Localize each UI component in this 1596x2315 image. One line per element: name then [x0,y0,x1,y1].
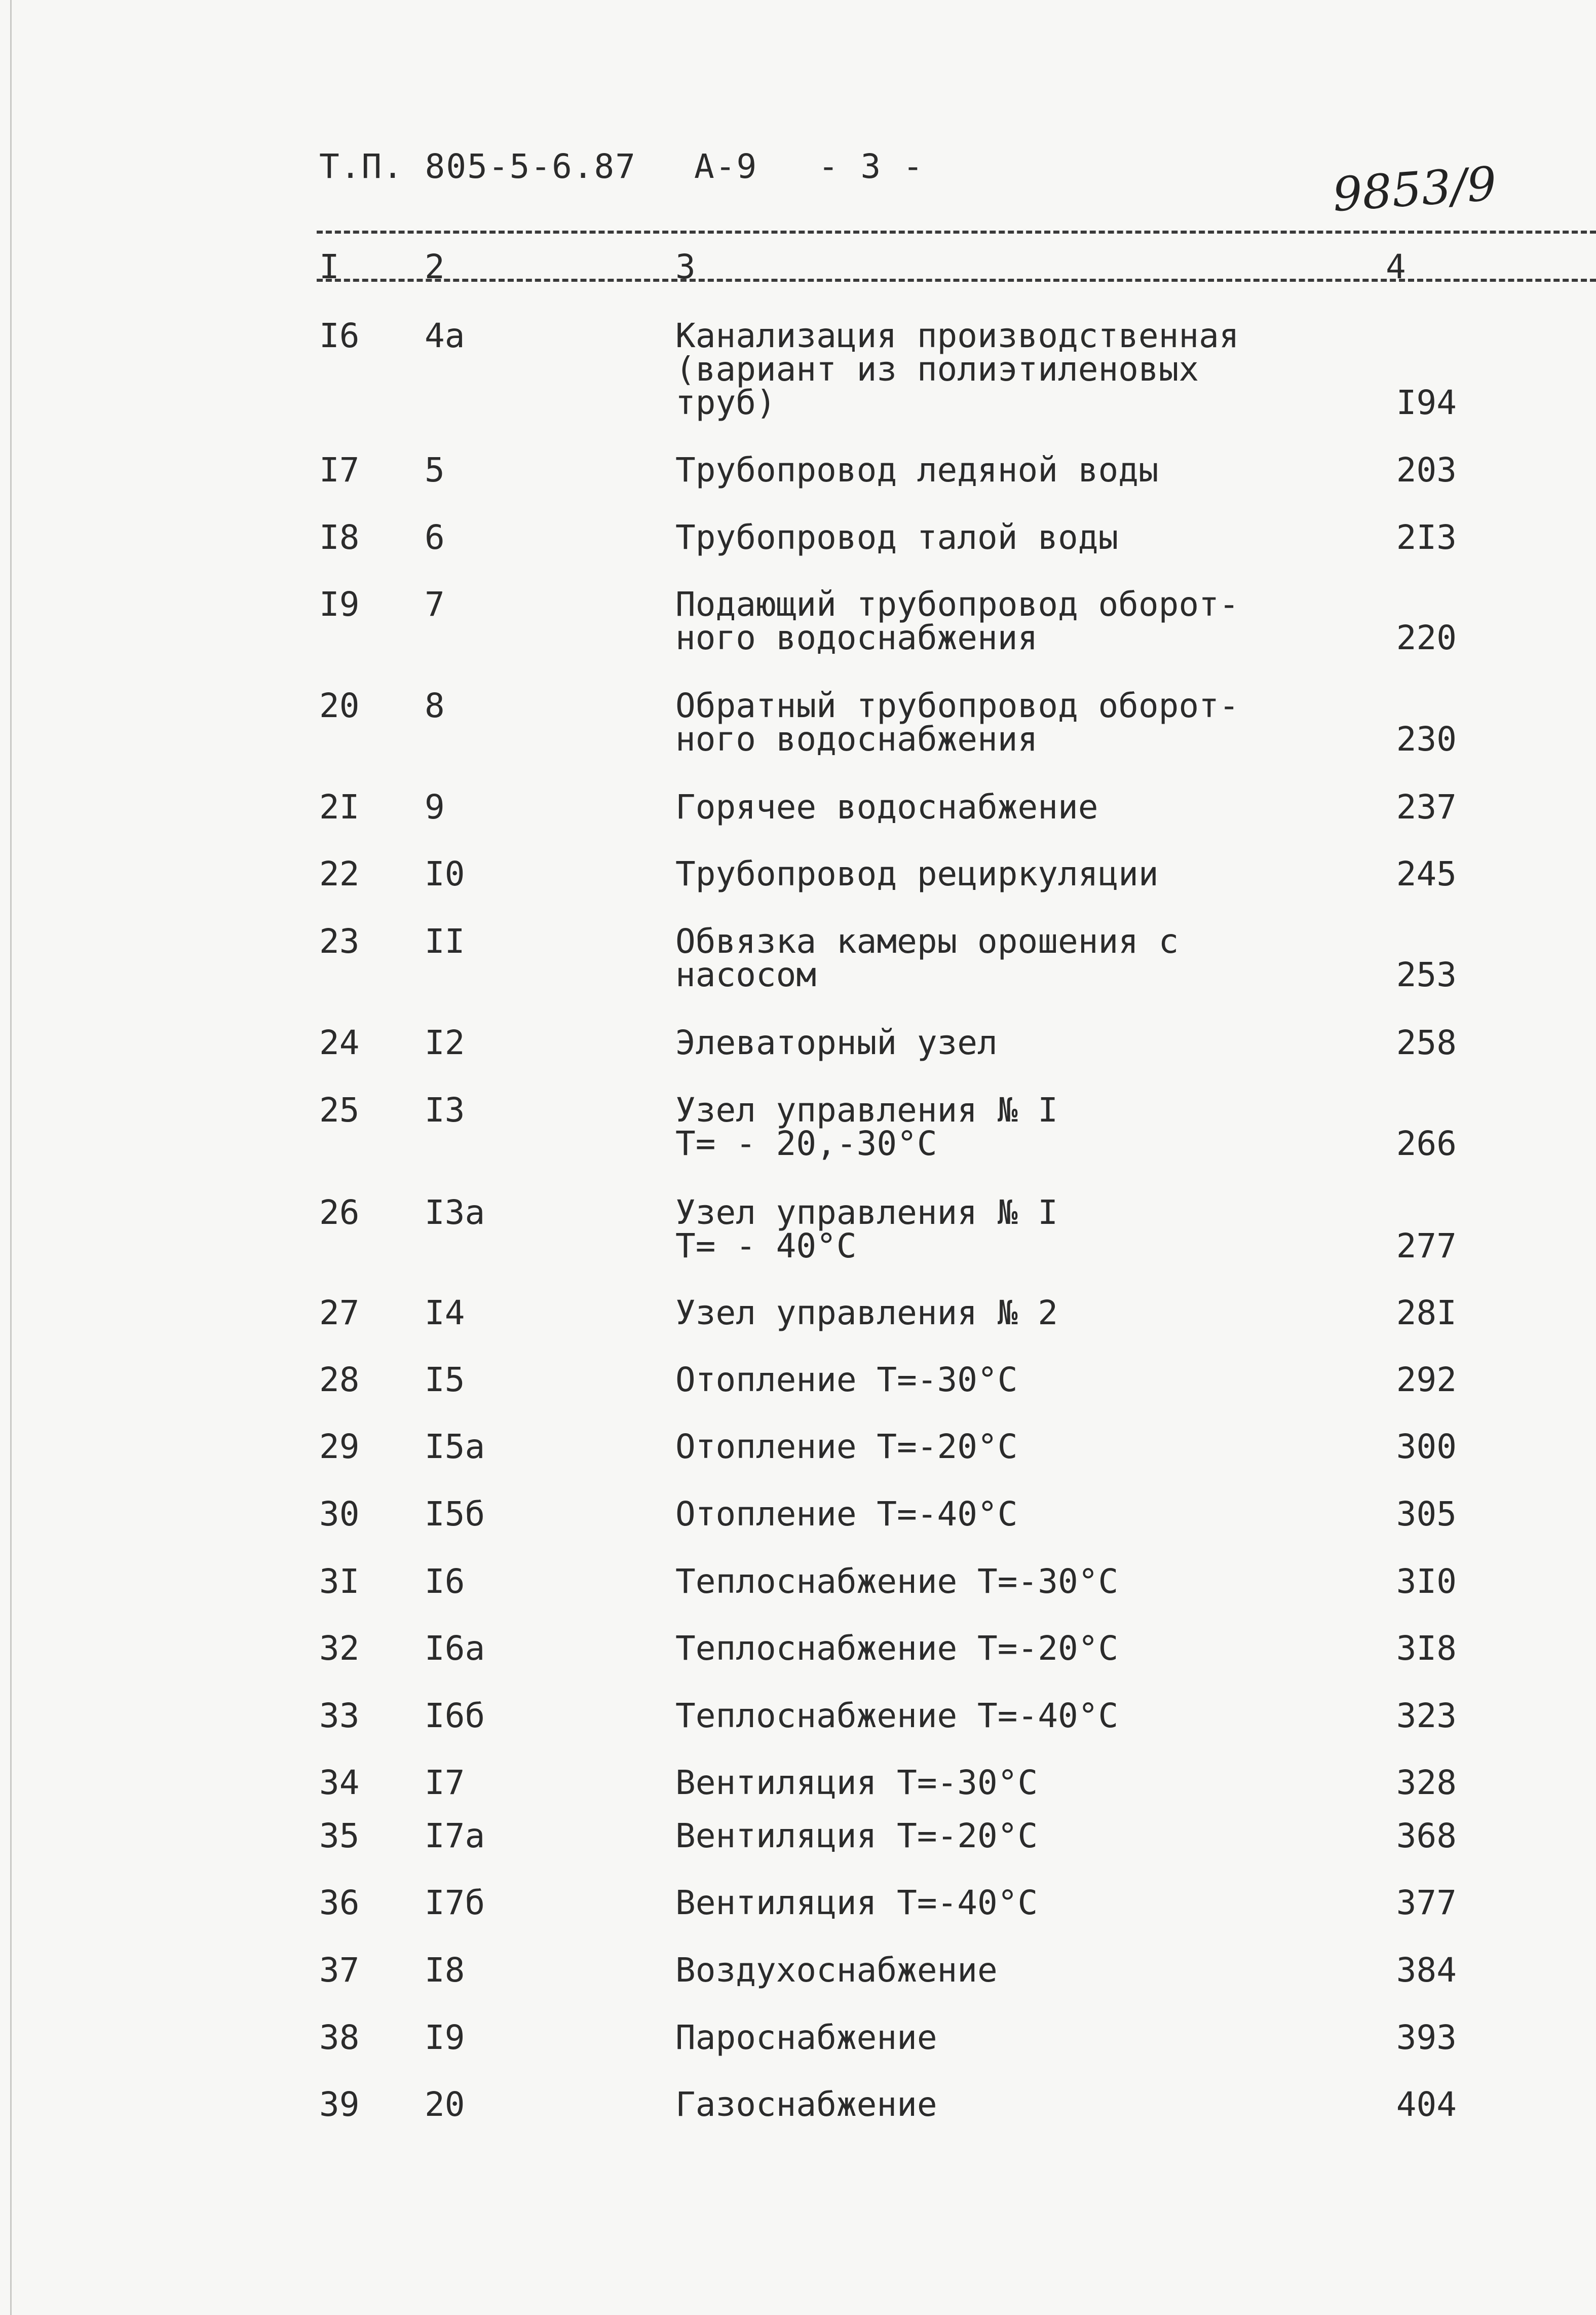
section-title: Трубопровод талой воды [675,518,1119,557]
album-number: А-9 [694,147,758,186]
page-ref: 220 [1396,618,1457,657]
row-index: 26 [319,1193,360,1232]
row-index: 38 [319,2018,360,2057]
row-index: 24 [319,1023,360,1062]
row-index: 25 [319,1091,360,1130]
page-ref: 384 [1396,1951,1457,1990]
page-ref: 3I0 [1396,1562,1457,1601]
section-title: Обвязка камеры орошения с насосом [675,922,1179,994]
page-ref: 28I [1396,1293,1457,1332]
section-title: Теплоснабжение Т=-40°С [675,1696,1119,1735]
row-index: 33 [319,1696,360,1735]
row-index: 27 [319,1293,360,1332]
sheet-number: II [425,922,465,961]
sheet-number: I6 [425,1562,465,1601]
section-title: Теплоснабжение Т=-20°С [675,1629,1119,1668]
section-title: Отопление Т=-20°С [675,1427,1018,1466]
sheet-number: I6а [425,1629,485,1668]
page-ref: 300 [1396,1427,1457,1466]
column-header-3: 3 [675,247,696,286]
section-title: Пароснабжение [675,2018,937,2057]
section-title: Вентиляция Т=-30°С [675,1763,1038,1802]
sheet-number: 8 [425,686,445,725]
page-ref: 305 [1396,1495,1457,1534]
page-ref: 245 [1396,854,1457,893]
row-index: I8 [319,518,360,557]
section-title: Газоснабжение [675,2085,937,2124]
page-ref: 277 [1396,1226,1457,1265]
row-index: 30 [319,1495,360,1534]
section-title: Обратный трубопровод оборот- ного водоснабжения [675,686,1239,759]
column-header-1: I [319,247,339,286]
section-title: Канализация производственная (вариант из полиэтиленовых труб) [675,316,1239,422]
column-header-2: 2 [425,247,445,286]
page-ref: 323 [1396,1696,1457,1735]
section-title: Воздухоснабжение [675,1951,998,1990]
sheet-number: 6 [425,518,445,557]
sheet-number: I7а [425,1816,485,1855]
top-dashed-rule [317,231,1596,234]
page-number: - 3 - [818,147,924,186]
page-ref: 230 [1396,720,1457,759]
section-title: Теплоснабжение Т=-30°С [675,1562,1119,1601]
section-title: Подающий трубопровод оборот- ного водоснабжения [675,585,1239,657]
row-index: 28 [319,1360,360,1399]
row-index: 34 [319,1763,360,1802]
section-title: Вентиляция Т=-40°С [675,1883,1038,1922]
section-title: Вентиляция Т=-20°С [675,1816,1038,1855]
sheet-number: 4а [425,316,465,355]
section-title: Отопление Т=-30°С [675,1360,1018,1399]
column-header-4: 4 [1386,247,1406,286]
page-ref: 393 [1396,2018,1457,2057]
sheet-number: I9 [425,2018,465,2057]
page-ref: 404 [1396,2085,1457,2124]
page-edge-line [10,0,12,2315]
sheet-number: I5а [425,1427,485,1466]
section-title: Горячее водоснабжение [675,788,1098,827]
document-code: Т.П. 805-5-6.87 [319,147,637,186]
sheet-number: I6б [425,1696,485,1735]
row-index: 37 [319,1951,360,1990]
section-title: Узел управления № 2 [675,1293,1058,1332]
sheet-number: 20 [425,2085,465,2124]
page-ref: 328 [1396,1763,1457,1802]
sheet-number: 7 [425,585,445,624]
page-ref: 237 [1396,788,1457,827]
sheet-number: I2 [425,1023,465,1062]
sheet-number: 9 [425,788,445,827]
sheet-number: I3а [425,1193,485,1232]
sheet-number: I8 [425,1951,465,1990]
sheet-number: I7б [425,1883,485,1922]
section-title: Узел управления № I Т= - 20,-30°С [675,1091,1058,1163]
row-index: 23 [319,922,360,961]
page-ref: 292 [1396,1360,1457,1399]
sheet-number: I4 [425,1293,465,1332]
sheet-number: 5 [425,451,445,490]
row-index: 35 [319,1816,360,1855]
row-index: I9 [319,585,360,624]
section-title: Трубопровод ледяной воды [675,451,1159,490]
row-index: 3I [319,1562,360,1601]
row-index: 32 [319,1629,360,1668]
sheet-number: I5б [425,1495,485,1534]
page-ref: 377 [1396,1883,1457,1922]
row-index: I7 [319,451,360,490]
page-ref: 368 [1396,1816,1457,1855]
row-index: 39 [319,2085,360,2124]
row-index: 29 [319,1427,360,1466]
section-title: Узел управления № I Т= - 40°С [675,1193,1058,1265]
sheet-number: I5 [425,1360,465,1399]
section-title: Трубопровод рециркуляции [675,854,1159,893]
handwritten-number: 9853/9 [1331,156,1499,222]
page-ref: 253 [1396,955,1457,994]
page-ref: I94 [1396,383,1457,422]
row-index: I6 [319,316,360,355]
page-ref: 258 [1396,1023,1457,1062]
row-index: 22 [319,854,360,893]
row-index: 2I [319,788,360,827]
sheet-number: I7 [425,1763,465,1802]
page-ref: 203 [1396,451,1457,490]
sheet-number: I0 [425,854,465,893]
row-index: 36 [319,1883,360,1922]
page-ref: 2I3 [1396,518,1457,557]
row-index: 20 [319,686,360,725]
page-ref: 3I8 [1396,1629,1457,1668]
header-dashed-rule [317,279,1596,282]
sheet-number: I3 [425,1091,465,1130]
section-title: Элеваторный узел [675,1023,998,1062]
section-title: Отопление Т=-40°С [675,1495,1018,1534]
page-ref: 266 [1396,1124,1457,1163]
